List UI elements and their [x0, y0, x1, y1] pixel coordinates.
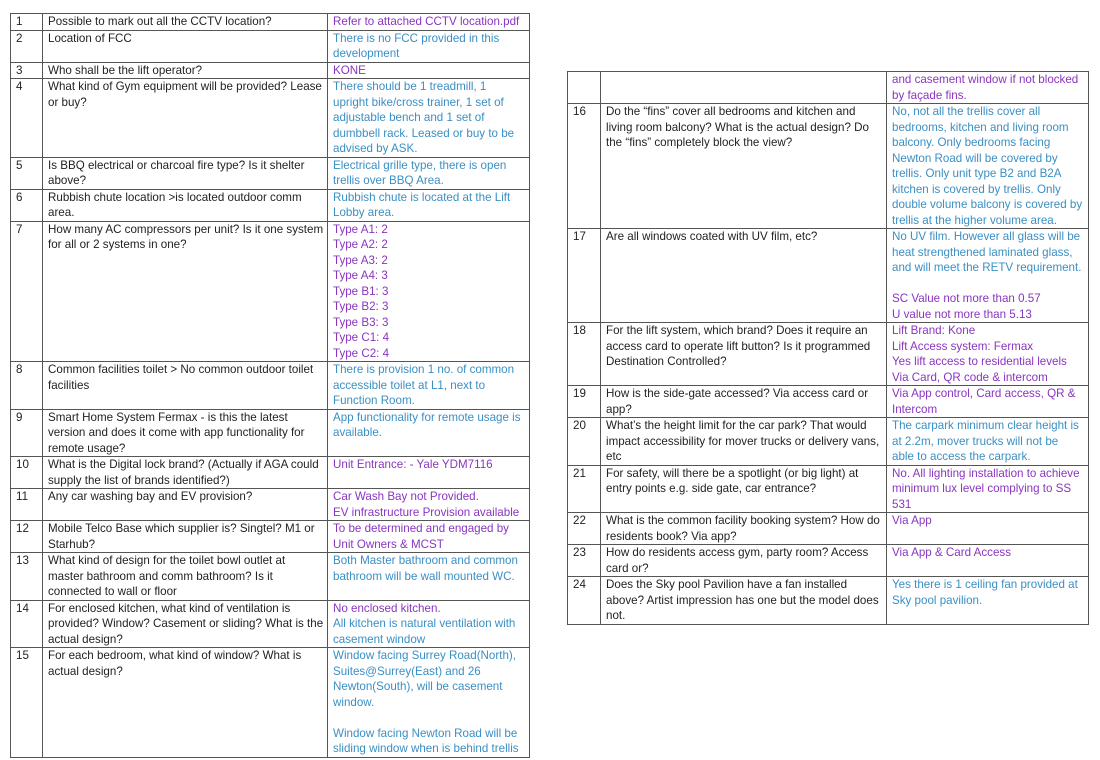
question-line: actual design?	[48, 664, 123, 678]
answer-line: Type A3: 2	[333, 253, 388, 267]
question-cell	[43, 62, 328, 79]
answer-line: Type B3: 3	[333, 315, 389, 329]
row-number: 9	[11, 409, 43, 457]
answer-cell	[887, 418, 1089, 466]
row-number: 21	[568, 465, 601, 513]
question-line: Common facilities toilet > No common outdoor toilet	[48, 363, 314, 376]
question-line: For the lift system, which brand? Does it require an	[606, 324, 868, 337]
row-number: 14	[11, 600, 43, 648]
question-cell	[43, 553, 328, 601]
answer-line: KONE	[333, 63, 366, 77]
answer-line: at 2.2m, mover trucks will not be	[892, 434, 1059, 448]
answer-line: Window facing Surrey Road(North),	[333, 649, 516, 662]
answer-line: Intercom	[892, 402, 938, 416]
answer-line: bathroom will be wall mounted WC.	[333, 569, 515, 583]
answer-line: Newton Road will be covered by	[892, 151, 1058, 165]
answer-cell	[328, 409, 530, 457]
question-line: Mobile Telco Base which supplier is? Singtel? M1 or	[48, 522, 315, 535]
table-row	[11, 62, 530, 79]
answer-line: To be determined and engaged by	[333, 522, 509, 535]
answer-cell	[887, 229, 1089, 323]
table-row	[11, 648, 530, 758]
faq-table-right	[567, 71, 1089, 625]
answer-line: Type A1: 2	[333, 222, 388, 236]
question-line: master bathroom and comm bathroom? Is it	[48, 569, 273, 583]
faq-table-left	[10, 13, 530, 758]
faq-table-right-body	[568, 72, 1089, 625]
question-line: Who shall be the lift operator?	[48, 63, 203, 77]
row-number: 15	[11, 648, 43, 758]
answer-line: Via App & Card Access	[892, 546, 1012, 559]
answer-line: No enclosed kitchen.	[333, 601, 441, 615]
answer-line: trellis at the higher volume area.	[892, 213, 1057, 227]
answer-line: Suites@Surrey(East) and 26	[333, 664, 481, 678]
answer-cell	[328, 79, 530, 158]
answer-line: kitchen is covered by trellis. Only	[892, 182, 1061, 196]
answer-line: 531	[892, 497, 912, 511]
row-number: 17	[568, 229, 601, 323]
answer-line: No, not all the trellis cover all	[892, 105, 1041, 118]
question-cell	[601, 72, 887, 104]
question-line: facilities	[48, 378, 90, 392]
question-cell	[601, 465, 887, 513]
question-line: remote usage?	[48, 441, 126, 455]
question-cell	[43, 489, 328, 521]
answer-line: heat strengthened laminated glass,	[892, 245, 1073, 259]
answer-line: advised by ASK.	[333, 142, 418, 155]
table-row	[11, 189, 530, 221]
row-number: 20	[568, 418, 601, 466]
answer-line: Function Room.	[333, 394, 415, 407]
answer-cell	[887, 72, 1089, 104]
table-row	[568, 229, 1089, 323]
row-number: 12	[11, 521, 43, 553]
answer-cell	[328, 189, 530, 221]
answer-line: Window facing Newton Road will be	[333, 726, 518, 740]
question-line: Starhub?	[48, 537, 96, 551]
question-line: What kind of Gym equipment will be provided? Lease	[48, 80, 322, 93]
answer-cell	[887, 323, 1089, 386]
question-line: Rubbish chute location >is located outdoor comm	[48, 190, 302, 204]
answer-line: All kitchen is natural ventilation with	[333, 617, 516, 630]
question-line: For safety, will there be a spotlight (or big light) at	[606, 466, 859, 480]
row-number: 5	[11, 157, 43, 189]
question-cell	[43, 14, 328, 31]
row-number: 22	[568, 513, 601, 545]
question-cell	[601, 577, 887, 625]
answer-line: Yes there is 1 ceiling fan provided at	[892, 578, 1078, 591]
table-row	[11, 30, 530, 62]
table-row	[11, 457, 530, 489]
answer-line: Both Master bathroom and common	[333, 554, 518, 567]
question-line: Destination Controlled?	[606, 355, 727, 368]
row-number: 13	[11, 553, 43, 601]
question-line: Are all windows coated with UV film, etc?	[606, 230, 818, 243]
answer-line: Type C2: 4	[333, 346, 390, 360]
answer-line: U value not more than 5.13	[892, 307, 1032, 321]
question-line: area.	[48, 206, 75, 219]
answer-line: Type C1: 4	[333, 331, 390, 344]
answer-cell	[328, 62, 530, 79]
question-line: provided? Window? Casement or sliding? What is the	[48, 617, 324, 630]
question-line: for all or 2 systems in one?	[48, 238, 187, 251]
answer-line: double volume balcony is covered by	[892, 198, 1083, 211]
question-cell	[601, 386, 887, 418]
answer-cell	[328, 221, 530, 362]
question-line: connected to wall or floor	[48, 585, 177, 598]
answer-cell	[328, 30, 530, 62]
answer-cell	[887, 386, 1089, 418]
answer-cell	[328, 489, 530, 521]
question-line: version and does it come with app functionality for	[48, 426, 305, 439]
question-line: access card to operate lift button? Is it programmed	[606, 339, 871, 353]
table-row	[568, 545, 1089, 577]
answer-line: SC Value not more than 0.57	[892, 292, 1041, 305]
row-number: 11	[11, 489, 43, 521]
answer-line: Type A2: 2	[333, 238, 388, 251]
question-line: How many AC compressors per unit? Is it one system	[48, 222, 324, 236]
row-number: 7	[11, 221, 43, 362]
answer-cell	[328, 521, 530, 553]
answer-line: and casement window if not blocked	[892, 73, 1079, 86]
answer-cell	[887, 577, 1089, 625]
question-line: entry points e.g. side gate, car entrance?	[606, 482, 817, 495]
answer-line: Via Card, QR code & intercom	[892, 370, 1048, 384]
question-line: the “fins” completely block the view?	[606, 136, 793, 149]
question-line: How do residents access gym, party room? Access	[606, 546, 869, 559]
question-cell	[43, 521, 328, 553]
answer-line: Via App	[892, 514, 932, 527]
row-number: 10	[11, 457, 43, 489]
answer-line: upright bike/cross trainer, 1 set of	[333, 95, 504, 109]
question-cell	[601, 104, 887, 229]
table-row	[568, 104, 1089, 229]
question-line: For each bedroom, what kind of window? What is	[48, 649, 302, 662]
table-row	[568, 577, 1089, 625]
table-row	[568, 386, 1089, 418]
answer-line: There is no FCC provided in this	[333, 31, 500, 45]
answer-cell	[887, 465, 1089, 513]
table-row	[568, 465, 1089, 513]
answer-line: Car Wash Bay not Provided.	[333, 490, 479, 503]
question-line: For enclosed kitchen, what kind of ventilation is	[48, 601, 291, 615]
row-number	[568, 72, 601, 104]
answer-line: App functionality for remote usage is	[333, 410, 521, 424]
answer-cell	[328, 157, 530, 189]
row-number: 8	[11, 362, 43, 410]
answer-line: The carpark minimum clear height is	[892, 419, 1079, 432]
answer-line: Unit Owners & MCST	[333, 537, 444, 551]
table-row	[11, 489, 530, 521]
row-number: 2	[11, 30, 43, 62]
answer-line: Type A4: 3	[333, 269, 388, 282]
question-cell	[43, 648, 328, 758]
row-number: 16	[568, 104, 601, 229]
question-line: or buy?	[48, 95, 87, 109]
answer-line: There should be 1 treadmill, 1	[333, 80, 487, 93]
question-line: Smart Home System Fermax - is this the latest	[48, 410, 288, 424]
answer-line: dumbbell rack. Leased or buy to be	[333, 126, 515, 140]
question-line: impact accessibility for mover trucks or delivery vans,	[606, 434, 880, 448]
answer-line: Yes lift access to residential levels	[892, 355, 1067, 368]
answer-line: available.	[333, 426, 382, 439]
row-number: 1	[11, 14, 43, 31]
question-line: What is the common facility booking system? How do	[606, 514, 880, 527]
row-number: 23	[568, 545, 601, 577]
answer-line: development	[333, 47, 400, 60]
table-row	[11, 409, 530, 457]
answer-line: No UV film. However all glass will be	[892, 230, 1081, 243]
question-line: not.	[606, 609, 626, 622]
question-line: living room balcony? What is the actual design? Do	[606, 120, 869, 134]
question-line: Do the “fins” cover all bedrooms and kitchen and	[606, 105, 856, 118]
question-line: card or?	[606, 561, 649, 575]
answer-line: EV infrastructure Provision available	[333, 505, 520, 519]
answer-line: Lift Brand: Kone	[892, 324, 976, 337]
question-cell	[43, 189, 328, 221]
question-line: above?	[48, 174, 87, 187]
answer-line: by façade fins.	[892, 88, 967, 102]
answer-line: No. All lighting installation to achieve	[892, 466, 1080, 480]
question-line: app?	[606, 402, 632, 416]
question-cell	[43, 362, 328, 410]
table-row	[568, 72, 1089, 104]
answer-line: accessible toilet at L1, next to	[333, 378, 486, 392]
question-cell	[601, 513, 887, 545]
question-cell	[43, 30, 328, 62]
question-line: How is the side-gate accessed? Via access card or	[606, 387, 869, 400]
answer-line: able to access the carpark.	[892, 450, 1031, 463]
question-line: residents book? Via app?	[606, 529, 737, 543]
answer-cell	[328, 648, 530, 758]
table-row	[568, 323, 1089, 386]
question-line: What is the Digital lock brand? (Actually if AGA could	[48, 458, 319, 471]
question-cell	[601, 418, 887, 466]
answer-line: There is provision 1 no. of common	[333, 363, 515, 376]
answer-line: bedrooms, kitchen and living room	[892, 120, 1069, 134]
question-line	[606, 72, 881, 88]
row-number: 24	[568, 577, 601, 625]
answer-line: Electrical grille type, there is open	[333, 158, 507, 172]
answer-cell	[328, 14, 530, 31]
question-cell	[601, 323, 887, 386]
question-cell	[43, 157, 328, 189]
table-row	[11, 14, 530, 31]
answer-line: Type B1: 3	[333, 284, 389, 298]
answer-line: Via App control, Card access, QR &	[892, 387, 1076, 400]
answer-line: Type B2: 3	[333, 300, 389, 313]
answer-cell	[887, 104, 1089, 229]
question-line: Location of FCC	[48, 31, 132, 45]
answer-line: casement window	[333, 632, 426, 646]
question-cell	[43, 409, 328, 457]
answer-line: adjustable bench and 1 set of	[333, 111, 485, 124]
question-line: Is BBQ electrical or charcoal fire type? Is it shelter	[48, 158, 305, 172]
faq-table-left-body	[11, 14, 530, 758]
question-line: supply the list of brands identified?)	[48, 473, 230, 487]
answer-cell	[328, 553, 530, 601]
answer-line: Newton(South), will be casement	[333, 680, 503, 693]
question-line: What kind of design for the toilet bowl outlet at	[48, 554, 286, 567]
question-line: above? Artist impression has one but the model does	[606, 593, 879, 607]
answer-line: Refer to attached CCTV location.pdf	[333, 15, 520, 28]
answer-line: Sky pool pavilion.	[892, 593, 983, 607]
question-cell	[43, 221, 328, 362]
table-row	[11, 79, 530, 158]
answer-cell	[887, 513, 1089, 545]
table-row	[11, 521, 530, 553]
question-line: Possible to mark out all the CCTV location?	[48, 15, 272, 28]
answer-line: Rubbish chute is located at the Lift	[333, 190, 511, 204]
answer-cell	[328, 457, 530, 489]
question-cell	[601, 545, 887, 577]
answer-cell	[328, 600, 530, 648]
answer-line: Unit Entrance: - Yale YDM7116	[333, 458, 493, 471]
question-cell	[43, 79, 328, 158]
question-cell	[43, 457, 328, 489]
question-cell	[43, 600, 328, 648]
answer-line: trellis over BBQ Area.	[333, 174, 444, 187]
table-row	[568, 513, 1089, 545]
answer-line: window.	[333, 695, 375, 709]
question-line: What’s the height limit for the car park? That would	[606, 419, 867, 432]
answer-cell	[328, 362, 530, 410]
answer-line: Lobby area.	[333, 206, 395, 219]
answer-line	[333, 710, 524, 726]
table-row	[568, 418, 1089, 466]
answer-line: balcony. Only bedrooms facing	[892, 136, 1051, 149]
answer-line	[892, 276, 1083, 292]
table-row	[11, 157, 530, 189]
question-line: Does the Sky pool Pavilion have a fan installed	[606, 578, 848, 591]
row-number: 3	[11, 62, 43, 79]
answer-cell	[887, 545, 1089, 577]
row-number: 6	[11, 189, 43, 221]
answer-line: sliding window when is behind trellis	[333, 742, 519, 755]
question-line: etc	[606, 450, 622, 463]
table-row	[11, 221, 530, 362]
answer-line: and will meet the RETV requirement.	[892, 261, 1082, 274]
row-number: 18	[568, 323, 601, 386]
table-row	[11, 553, 530, 601]
question-cell	[601, 229, 887, 323]
answer-line: trellis. Only unit type B2 and B2A	[892, 167, 1062, 180]
answer-line: minimum lux level complying to SS	[892, 482, 1072, 495]
table-row	[11, 362, 530, 410]
table-row	[11, 600, 530, 648]
row-number: 19	[568, 386, 601, 418]
answer-line: Lift Access system: Fermax	[892, 339, 1034, 353]
row-number: 4	[11, 79, 43, 158]
question-line: actual design?	[48, 632, 123, 646]
question-line: Any car washing bay and EV provision?	[48, 490, 253, 503]
